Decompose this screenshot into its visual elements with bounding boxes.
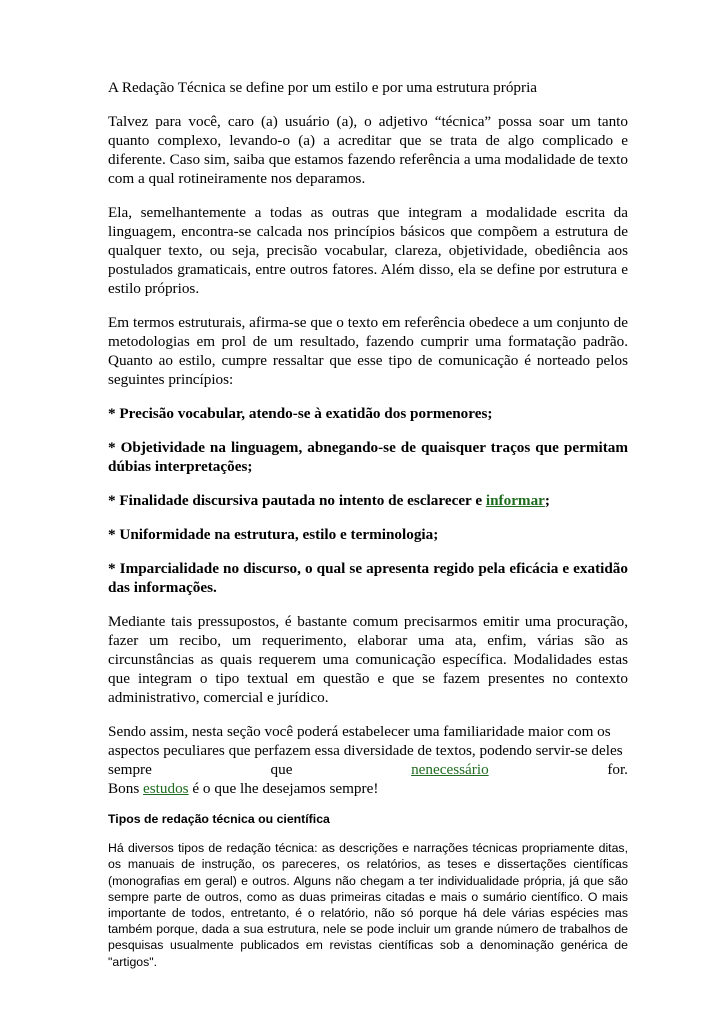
section-body: Há diversos tipos de redação técnica: as descrições e narrações técnicas propriamente ditas, os manuais de instrução, os pareceres, os relatórios, as teses e dissertações científicas (monografias em geral) e outros. Alguns não chegam a ter individualidade própria, já que são sempre parte de outros, como as duas primeiras citadas e mais o sumário científico. O mais importante de todos, entretanto, é o relatório, não só porque há dele várias espécies mas também porque, dada a sua estrutura, nele se pode incluir um grande número de trabalhos de pesquisas usualmente publicados em revistas científicas sob a denominação genérica de "artigos". xyxy=(108,841,628,969)
paragraph-closing xyxy=(108,722,628,798)
closing-line-1: Sendo assim, nesta seção você poderá estabelecer uma familiaridade maior com os xyxy=(108,723,611,740)
informar-link[interactable]: informar xyxy=(485,492,545,509)
bullet-uniformity: * Uniformidade na estrutura, estilo e terminologia; xyxy=(108,526,439,543)
closing-word-que: que xyxy=(270,761,293,778)
bullet-purpose-end: ; xyxy=(544,492,550,509)
bullet-purpose-text: * Finalidade discursiva pautada no intento de esclarecer e xyxy=(108,492,486,509)
closing-wish-start: Bons xyxy=(108,780,144,797)
document-heading: A Redação Técnica se define por um estilo e por uma estrutura própria xyxy=(108,79,538,96)
necessario-link[interactable]: nenecessário xyxy=(411,761,489,778)
bullet-precision: * Precisão vocabular, atendo-se à exatidão dos pormenores; xyxy=(108,405,493,422)
bullet-purpose xyxy=(108,491,628,510)
bullet-impartiality: * Imparcialidade no discurso, o qual se apresenta regido pela eficácia e exatidão das informações. xyxy=(108,560,628,596)
paragraph-intro: Talvez para você, caro (a) usuário (a), o adjetivo “técnica” possa soar um tanto quanto complexo, levando-o (a) a acreditar que se trata de algo complicado e diferente. Caso sim, saiba que estamos fazendo referência a uma modalidade de texto com a qual rotineiramente nos deparamos. xyxy=(108,113,628,187)
closing-word-for: for. xyxy=(607,761,628,778)
bullet-objectivity: * Objetividade na linguagem, abnegando-se de quaisquer traços que permitam dúbias interpretações; xyxy=(108,439,628,475)
section-title: Tipos de redação técnica ou científica xyxy=(108,812,330,826)
closing-line-4 xyxy=(108,779,628,798)
closing-line-2: aspectos peculiares que perfazem essa diversidade de textos, podendo servir-se deles xyxy=(108,742,623,759)
estudos-link[interactable]: estudos xyxy=(143,780,189,797)
paragraph-principles: Ela, semelhantemente a todas as outras que integram a modalidade escrita da linguagem, encontra-se calcada nos princípios básicos que compõem a estrutura de qualquer texto, ou seja, precisão vocabular, clareza, objetividade, obediência aos postulados gramaticais, entre outros fatores. Além disso, ela se define por estrutura e estilo próprios. xyxy=(108,204,628,297)
closing-wish-end: é o que lhe desejamos sempre! xyxy=(188,780,379,797)
closing-line-3 xyxy=(108,760,628,779)
paragraph-structure: Em termos estruturais, afirma-se que o texto em referência obedece a um conjunto de metodologias em prol de um resultado, fazendo cumprir uma formatação padrão. Quanto ao estilo, cumpre ressaltar que esse tipo de comunicação é norteado pelos seguintes princípios: xyxy=(108,314,628,388)
paragraph-assumptions: Mediante tais pressupostos, é bastante comum precisarmos emitir uma procuração, fazer um recibo, um requerimento, elaborar uma ata, enfim, várias são as circunstâncias as quais requerem uma comunicação específica. Modalidades estas que integram o tipo textual em questão e que se fazem presentes no contexto administrativo, comercial e jurídico. xyxy=(108,613,628,706)
closing-word-sempre: sempre xyxy=(108,761,152,778)
